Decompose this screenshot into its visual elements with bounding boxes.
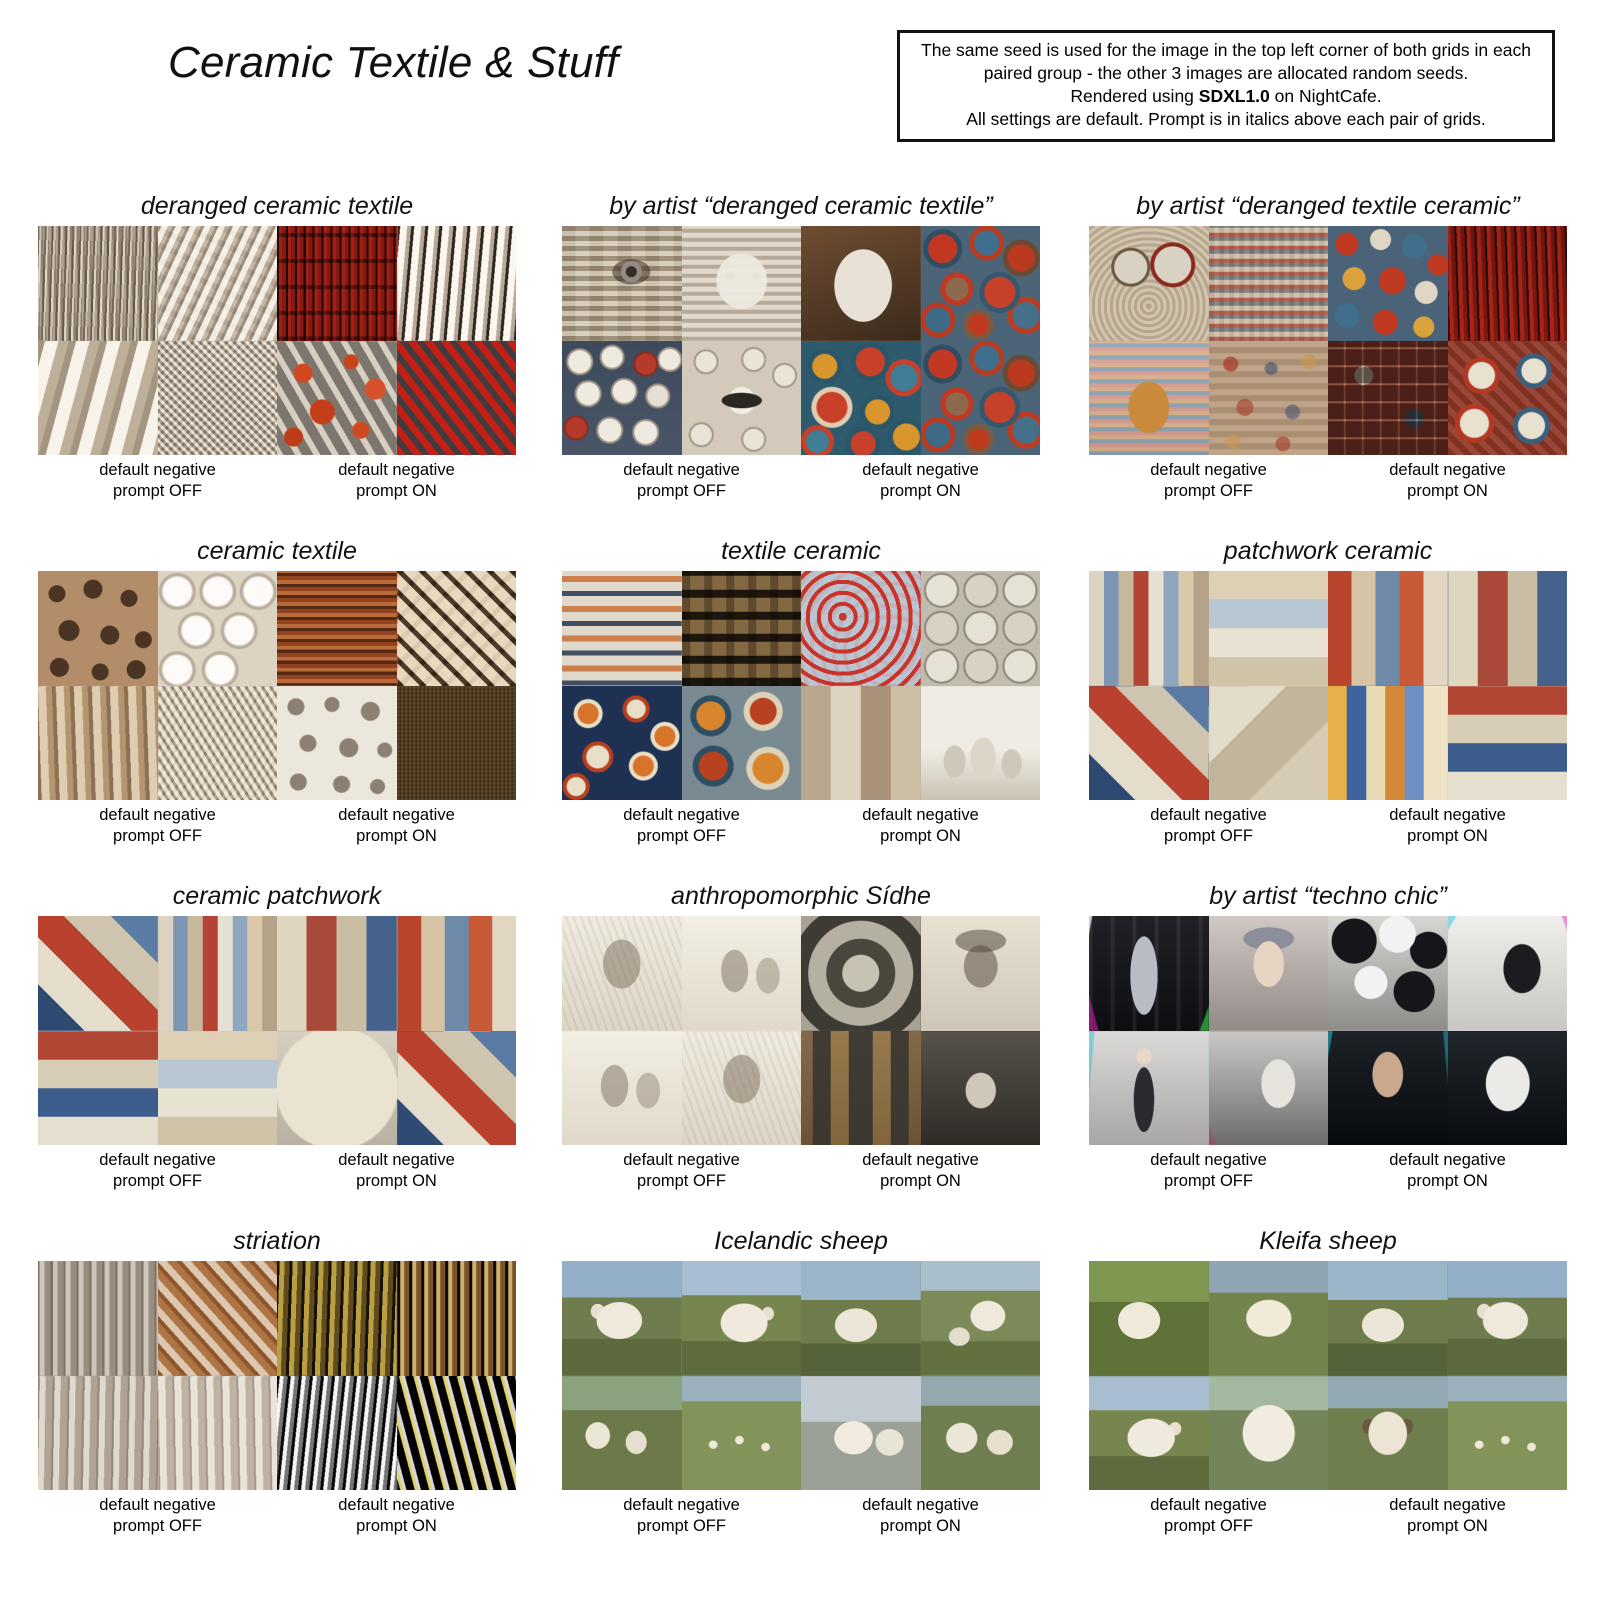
prompt-panel xyxy=(1089,186,1567,511)
generated-image[interactable] xyxy=(158,686,278,801)
generated-image[interactable] xyxy=(1209,1376,1329,1491)
image-grid-negative-off xyxy=(38,571,277,800)
image-grid-pair xyxy=(562,916,1040,1145)
image-grid-negative-off xyxy=(38,916,277,1145)
image-grid-pair xyxy=(562,571,1040,800)
generated-image[interactable] xyxy=(38,1376,158,1491)
image-grid-negative-off xyxy=(38,1261,277,1490)
caption-negative-off xyxy=(38,1145,277,1201)
generated-image[interactable] xyxy=(921,341,1041,456)
generated-image[interactable] xyxy=(682,686,802,801)
generated-image[interactable] xyxy=(38,571,158,686)
caption-negative-on xyxy=(1328,800,1567,856)
grid-captions xyxy=(1089,1490,1567,1546)
generated-image[interactable] xyxy=(1328,571,1448,686)
caption-negative-on xyxy=(801,800,1040,856)
generated-image[interactable] xyxy=(1328,686,1448,801)
caption-line-2: prompt OFF xyxy=(637,826,726,845)
caption-negative-off xyxy=(562,800,801,856)
image-grid-negative-on xyxy=(801,571,1040,800)
caption-line-2: prompt ON xyxy=(356,1516,437,1535)
caption-line-1: default negative xyxy=(623,1496,740,1514)
generated-image[interactable] xyxy=(921,571,1041,686)
grid-captions xyxy=(38,800,516,856)
caption-line-1: default negative xyxy=(862,1496,979,1514)
generated-image[interactable] xyxy=(1448,341,1568,456)
caption-line-2: prompt OFF xyxy=(637,1171,726,1190)
generated-image[interactable] xyxy=(1448,1376,1568,1491)
generated-image[interactable] xyxy=(801,571,921,686)
image-grid-pair xyxy=(38,571,516,800)
grid-captions xyxy=(562,1145,1040,1201)
generated-image[interactable] xyxy=(682,571,802,686)
caption-line-2: prompt ON xyxy=(880,826,961,845)
caption-negative-off xyxy=(562,1145,801,1201)
grid-captions xyxy=(1089,455,1567,511)
generated-image[interactable] xyxy=(1089,686,1209,801)
caption-line-1: default negative xyxy=(99,1496,216,1514)
prompt-panel xyxy=(38,186,516,511)
generated-image[interactable] xyxy=(921,916,1041,1031)
image-grid-pair xyxy=(562,1261,1040,1490)
generated-image[interactable] xyxy=(1089,1261,1209,1376)
image-grid-pair xyxy=(38,226,516,455)
generated-image[interactable] xyxy=(921,226,1041,341)
image-grid-negative-off xyxy=(562,916,801,1145)
generated-image[interactable] xyxy=(562,1261,682,1376)
generated-image[interactable] xyxy=(562,571,682,686)
grid-captions xyxy=(38,1490,516,1546)
generated-image[interactable] xyxy=(1089,571,1209,686)
panel-grid xyxy=(0,186,1600,1566)
panel-row xyxy=(0,531,1600,876)
generated-image[interactable] xyxy=(562,916,682,1031)
generated-image[interactable] xyxy=(1328,1261,1448,1376)
generated-image[interactable] xyxy=(1448,1031,1568,1146)
generated-image[interactable] xyxy=(397,1376,517,1491)
image-grid-negative-on xyxy=(277,1261,516,1490)
info-note-box xyxy=(897,30,1555,142)
image-grid-negative-off xyxy=(1089,226,1328,455)
caption-line-2: prompt ON xyxy=(1407,1516,1488,1535)
generated-image[interactable] xyxy=(397,1261,517,1376)
caption-line-2: prompt ON xyxy=(1407,826,1488,845)
caption-line-1: default negative xyxy=(1389,1151,1506,1169)
generated-image[interactable] xyxy=(1328,1031,1448,1146)
caption-negative-on xyxy=(1328,1490,1567,1546)
generated-image[interactable] xyxy=(1209,341,1329,456)
image-grid-negative-on xyxy=(1328,916,1567,1145)
generated-image[interactable] xyxy=(158,226,278,341)
grid-captions xyxy=(1089,800,1567,856)
generated-image[interactable] xyxy=(801,686,921,801)
image-grid-pair xyxy=(1089,226,1567,455)
grid-captions xyxy=(38,455,516,511)
generated-image[interactable] xyxy=(1209,916,1329,1031)
generated-image[interactable] xyxy=(1089,226,1209,341)
image-grid-pair xyxy=(1089,916,1567,1145)
prompt-title: ceramic patchwork xyxy=(172,882,382,910)
generated-image[interactable] xyxy=(801,916,921,1031)
image-grid-negative-on xyxy=(277,571,516,800)
prompt-title: by artist “deranged ceramic textile” xyxy=(609,192,993,220)
prompt-title: patchwork ceramic xyxy=(1223,537,1433,565)
generated-image[interactable] xyxy=(1089,1031,1209,1146)
caption-line-2: prompt ON xyxy=(1407,1171,1488,1190)
generated-image[interactable] xyxy=(1448,686,1568,801)
caption-line-1: default negative xyxy=(338,1496,455,1514)
image-grid-negative-off xyxy=(562,571,801,800)
generated-image[interactable] xyxy=(38,341,158,456)
generated-image[interactable] xyxy=(1089,1376,1209,1491)
generated-image[interactable] xyxy=(158,571,278,686)
generated-image[interactable] xyxy=(397,686,517,801)
generated-image[interactable] xyxy=(397,341,517,456)
generated-image[interactable] xyxy=(801,226,921,341)
caption-line-1: default negative xyxy=(862,806,979,824)
generated-image[interactable] xyxy=(682,341,802,456)
generated-image[interactable] xyxy=(921,1031,1041,1146)
prompt-panel xyxy=(1089,876,1567,1201)
caption-line-1: default negative xyxy=(1150,806,1267,824)
generated-image[interactable] xyxy=(1328,916,1448,1031)
note-line-4: All settings are default. Prompt is in italics above each pair of grids. xyxy=(966,109,1486,130)
generated-image[interactable] xyxy=(1448,1261,1568,1376)
prompt-title: Icelandic sheep xyxy=(714,1227,888,1255)
generated-image[interactable] xyxy=(397,226,517,341)
generated-image[interactable] xyxy=(38,686,158,801)
panel-row xyxy=(0,186,1600,531)
caption-negative-off xyxy=(562,1490,801,1546)
generated-image[interactable] xyxy=(277,1376,397,1491)
prompt-title: deranged ceramic textile xyxy=(140,192,414,220)
caption-line-1: default negative xyxy=(99,1151,216,1169)
generated-image[interactable] xyxy=(158,1031,278,1146)
grid-captions xyxy=(562,800,1040,856)
generated-image[interactable] xyxy=(38,226,158,341)
caption-line-1: default negative xyxy=(99,806,216,824)
generated-image[interactable] xyxy=(1089,916,1209,1031)
caption-negative-off xyxy=(1089,800,1328,856)
prompt-title: textile ceramic xyxy=(721,537,881,565)
generated-image[interactable] xyxy=(277,341,397,456)
caption-line-1: default negative xyxy=(99,461,216,479)
generated-image[interactable] xyxy=(158,1261,278,1376)
prompt-panel xyxy=(562,876,1040,1201)
generated-image[interactable] xyxy=(562,1031,682,1146)
image-grid-negative-off xyxy=(1089,1261,1328,1490)
caption-line-2: prompt OFF xyxy=(637,481,726,500)
caption-line-1: default negative xyxy=(862,461,979,479)
caption-negative-on xyxy=(1328,455,1567,511)
generated-image[interactable] xyxy=(801,1031,921,1146)
generated-image[interactable] xyxy=(1209,686,1329,801)
generated-image[interactable] xyxy=(277,686,397,801)
image-grid-negative-on xyxy=(277,916,516,1145)
image-grid-negative-off xyxy=(1089,571,1328,800)
prompt-panel xyxy=(38,876,516,1201)
grid-captions xyxy=(562,455,1040,511)
caption-line-2: prompt ON xyxy=(880,1171,961,1190)
generated-image[interactable] xyxy=(38,1031,158,1146)
caption-negative-off xyxy=(38,455,277,511)
image-grid-negative-on xyxy=(1328,1261,1567,1490)
image-grid-pair xyxy=(1089,571,1567,800)
panel-row xyxy=(0,1221,1600,1566)
caption-negative-on xyxy=(1328,1145,1567,1201)
generated-image[interactable] xyxy=(397,916,517,1031)
grid-captions xyxy=(1089,1145,1567,1201)
caption-line-2: prompt OFF xyxy=(637,1516,726,1535)
generated-image[interactable] xyxy=(562,1376,682,1491)
image-grid-pair xyxy=(38,916,516,1145)
note-line-1: The same seed is used for the image in the top left corner of both grids in each xyxy=(921,40,1531,60)
prompt-panel xyxy=(562,1221,1040,1546)
generated-image[interactable] xyxy=(1448,571,1568,686)
generated-image[interactable] xyxy=(801,1376,921,1491)
generated-image[interactable] xyxy=(1448,226,1568,341)
caption-line-2: prompt OFF xyxy=(113,1171,202,1190)
generated-image[interactable] xyxy=(1209,1261,1329,1376)
caption-line-2: prompt ON xyxy=(356,481,437,500)
note-line-3-post: on NightCafe. xyxy=(1269,86,1382,107)
generated-image[interactable] xyxy=(1209,226,1329,341)
caption-negative-off xyxy=(38,800,277,856)
generated-image[interactable] xyxy=(682,1261,802,1376)
prompt-panel xyxy=(1089,1221,1567,1546)
prompt-panel xyxy=(562,186,1040,511)
caption-line-1: default negative xyxy=(623,806,740,824)
caption-negative-off xyxy=(1089,1490,1328,1546)
generated-image[interactable] xyxy=(921,686,1041,801)
generated-image[interactable] xyxy=(397,571,517,686)
generated-image[interactable] xyxy=(921,1261,1041,1376)
caption-line-1: default negative xyxy=(338,806,455,824)
generated-image[interactable] xyxy=(1209,571,1329,686)
caption-line-1: default negative xyxy=(1150,461,1267,479)
caption-negative-on xyxy=(277,1145,516,1201)
page-title: Ceramic Textile & Stuff xyxy=(168,38,619,87)
caption-line-1: default negative xyxy=(1389,1496,1506,1514)
image-grid-pair xyxy=(38,1261,516,1490)
note-line-3-pre: Rendered using xyxy=(1070,86,1199,107)
caption-line-1: default negative xyxy=(1150,1496,1267,1514)
generated-image[interactable] xyxy=(277,916,397,1031)
caption-line-2: prompt OFF xyxy=(1164,1516,1253,1535)
caption-negative-on xyxy=(277,800,516,856)
caption-line-1: default negative xyxy=(862,1151,979,1169)
generated-image[interactable] xyxy=(1209,1031,1329,1146)
prompt-panel xyxy=(562,531,1040,856)
generated-image[interactable] xyxy=(1448,916,1568,1031)
generated-image[interactable] xyxy=(682,916,802,1031)
image-grid-negative-off xyxy=(38,226,277,455)
generated-image[interactable] xyxy=(158,1376,278,1491)
caption-line-2: prompt ON xyxy=(356,826,437,845)
generated-image[interactable] xyxy=(562,226,682,341)
image-grid-negative-on xyxy=(801,226,1040,455)
image-grid-negative-off xyxy=(562,1261,801,1490)
generated-image[interactable] xyxy=(562,686,682,801)
caption-line-2: prompt ON xyxy=(356,1171,437,1190)
caption-line-2: prompt OFF xyxy=(1164,826,1253,845)
model-name: SDXL1.0 xyxy=(1198,86,1270,107)
prompt-title: by artist “techno chic” xyxy=(1209,882,1447,910)
prompt-panel xyxy=(38,531,516,856)
caption-negative-off xyxy=(1089,455,1328,511)
generated-image[interactable] xyxy=(682,1376,802,1491)
generated-image[interactable] xyxy=(38,1261,158,1376)
caption-line-1: default negative xyxy=(1389,806,1506,824)
caption-negative-on xyxy=(801,455,1040,511)
generated-image[interactable] xyxy=(801,341,921,456)
image-grid-negative-on xyxy=(1328,226,1567,455)
caption-negative-on xyxy=(277,1490,516,1546)
caption-line-1: default negative xyxy=(338,461,455,479)
image-grid-negative-off xyxy=(562,226,801,455)
generated-image[interactable] xyxy=(158,916,278,1031)
prompt-title: by artist “deranged textile ceramic” xyxy=(1136,192,1520,220)
caption-negative-off xyxy=(562,455,801,511)
generated-image[interactable] xyxy=(562,341,682,456)
caption-line-1: default negative xyxy=(623,1151,740,1169)
image-grid-negative-on xyxy=(801,1261,1040,1490)
caption-line-1: default negative xyxy=(1150,1151,1267,1169)
generated-image[interactable] xyxy=(277,1261,397,1376)
image-grid-pair xyxy=(562,226,1040,455)
generated-image[interactable] xyxy=(682,1031,802,1146)
caption-line-1: default negative xyxy=(338,1151,455,1169)
generated-image[interactable] xyxy=(38,916,158,1031)
caption-negative-on xyxy=(801,1145,1040,1201)
caption-line-1: default negative xyxy=(1389,461,1506,479)
generated-image[interactable] xyxy=(921,1376,1041,1491)
grid-captions xyxy=(562,1490,1040,1546)
image-grid-negative-on xyxy=(1328,571,1567,800)
generated-image[interactable] xyxy=(277,1031,397,1146)
caption-line-2: prompt OFF xyxy=(113,826,202,845)
caption-line-2: prompt ON xyxy=(1407,481,1488,500)
note-line-2: paired group - the other 3 images are allocated random seeds. xyxy=(983,63,1469,84)
caption-negative-on xyxy=(801,1490,1040,1546)
prompt-title: anthropomorphic Sídhe xyxy=(671,882,931,910)
generated-image[interactable] xyxy=(682,226,802,341)
generated-image[interactable] xyxy=(801,1261,921,1376)
caption-line-2: prompt ON xyxy=(880,481,961,500)
note-line-3 xyxy=(910,85,1542,108)
prompt-title: striation xyxy=(233,1227,321,1255)
image-grid-negative-off xyxy=(1089,916,1328,1145)
generated-image[interactable] xyxy=(1089,341,1209,456)
generated-image[interactable] xyxy=(1328,341,1448,456)
generated-image[interactable] xyxy=(1328,226,1448,341)
generated-image[interactable] xyxy=(277,571,397,686)
image-grid-negative-on xyxy=(277,226,516,455)
prompt-title: Kleifa sheep xyxy=(1259,1227,1397,1255)
caption-line-2: prompt OFF xyxy=(1164,1171,1253,1190)
image-grid-pair xyxy=(1089,1261,1567,1490)
prompt-panel xyxy=(1089,531,1567,856)
grid-captions xyxy=(38,1145,516,1201)
caption-negative-off xyxy=(38,1490,277,1546)
caption-line-2: prompt OFF xyxy=(113,481,202,500)
caption-line-2: prompt OFF xyxy=(1164,481,1253,500)
generated-image[interactable] xyxy=(277,226,397,341)
caption-negative-off xyxy=(1089,1145,1328,1201)
caption-negative-on xyxy=(277,455,516,511)
generated-image[interactable] xyxy=(1328,1376,1448,1491)
caption-line-1: default negative xyxy=(623,461,740,479)
generated-image[interactable] xyxy=(397,1031,517,1146)
caption-line-2: prompt ON xyxy=(880,1516,961,1535)
generated-image[interactable] xyxy=(158,341,278,456)
prompt-panel xyxy=(38,1221,516,1546)
caption-line-2: prompt OFF xyxy=(113,1516,202,1535)
prompt-title: ceramic textile xyxy=(197,537,357,565)
panel-row xyxy=(0,876,1600,1221)
image-grid-negative-on xyxy=(801,916,1040,1145)
